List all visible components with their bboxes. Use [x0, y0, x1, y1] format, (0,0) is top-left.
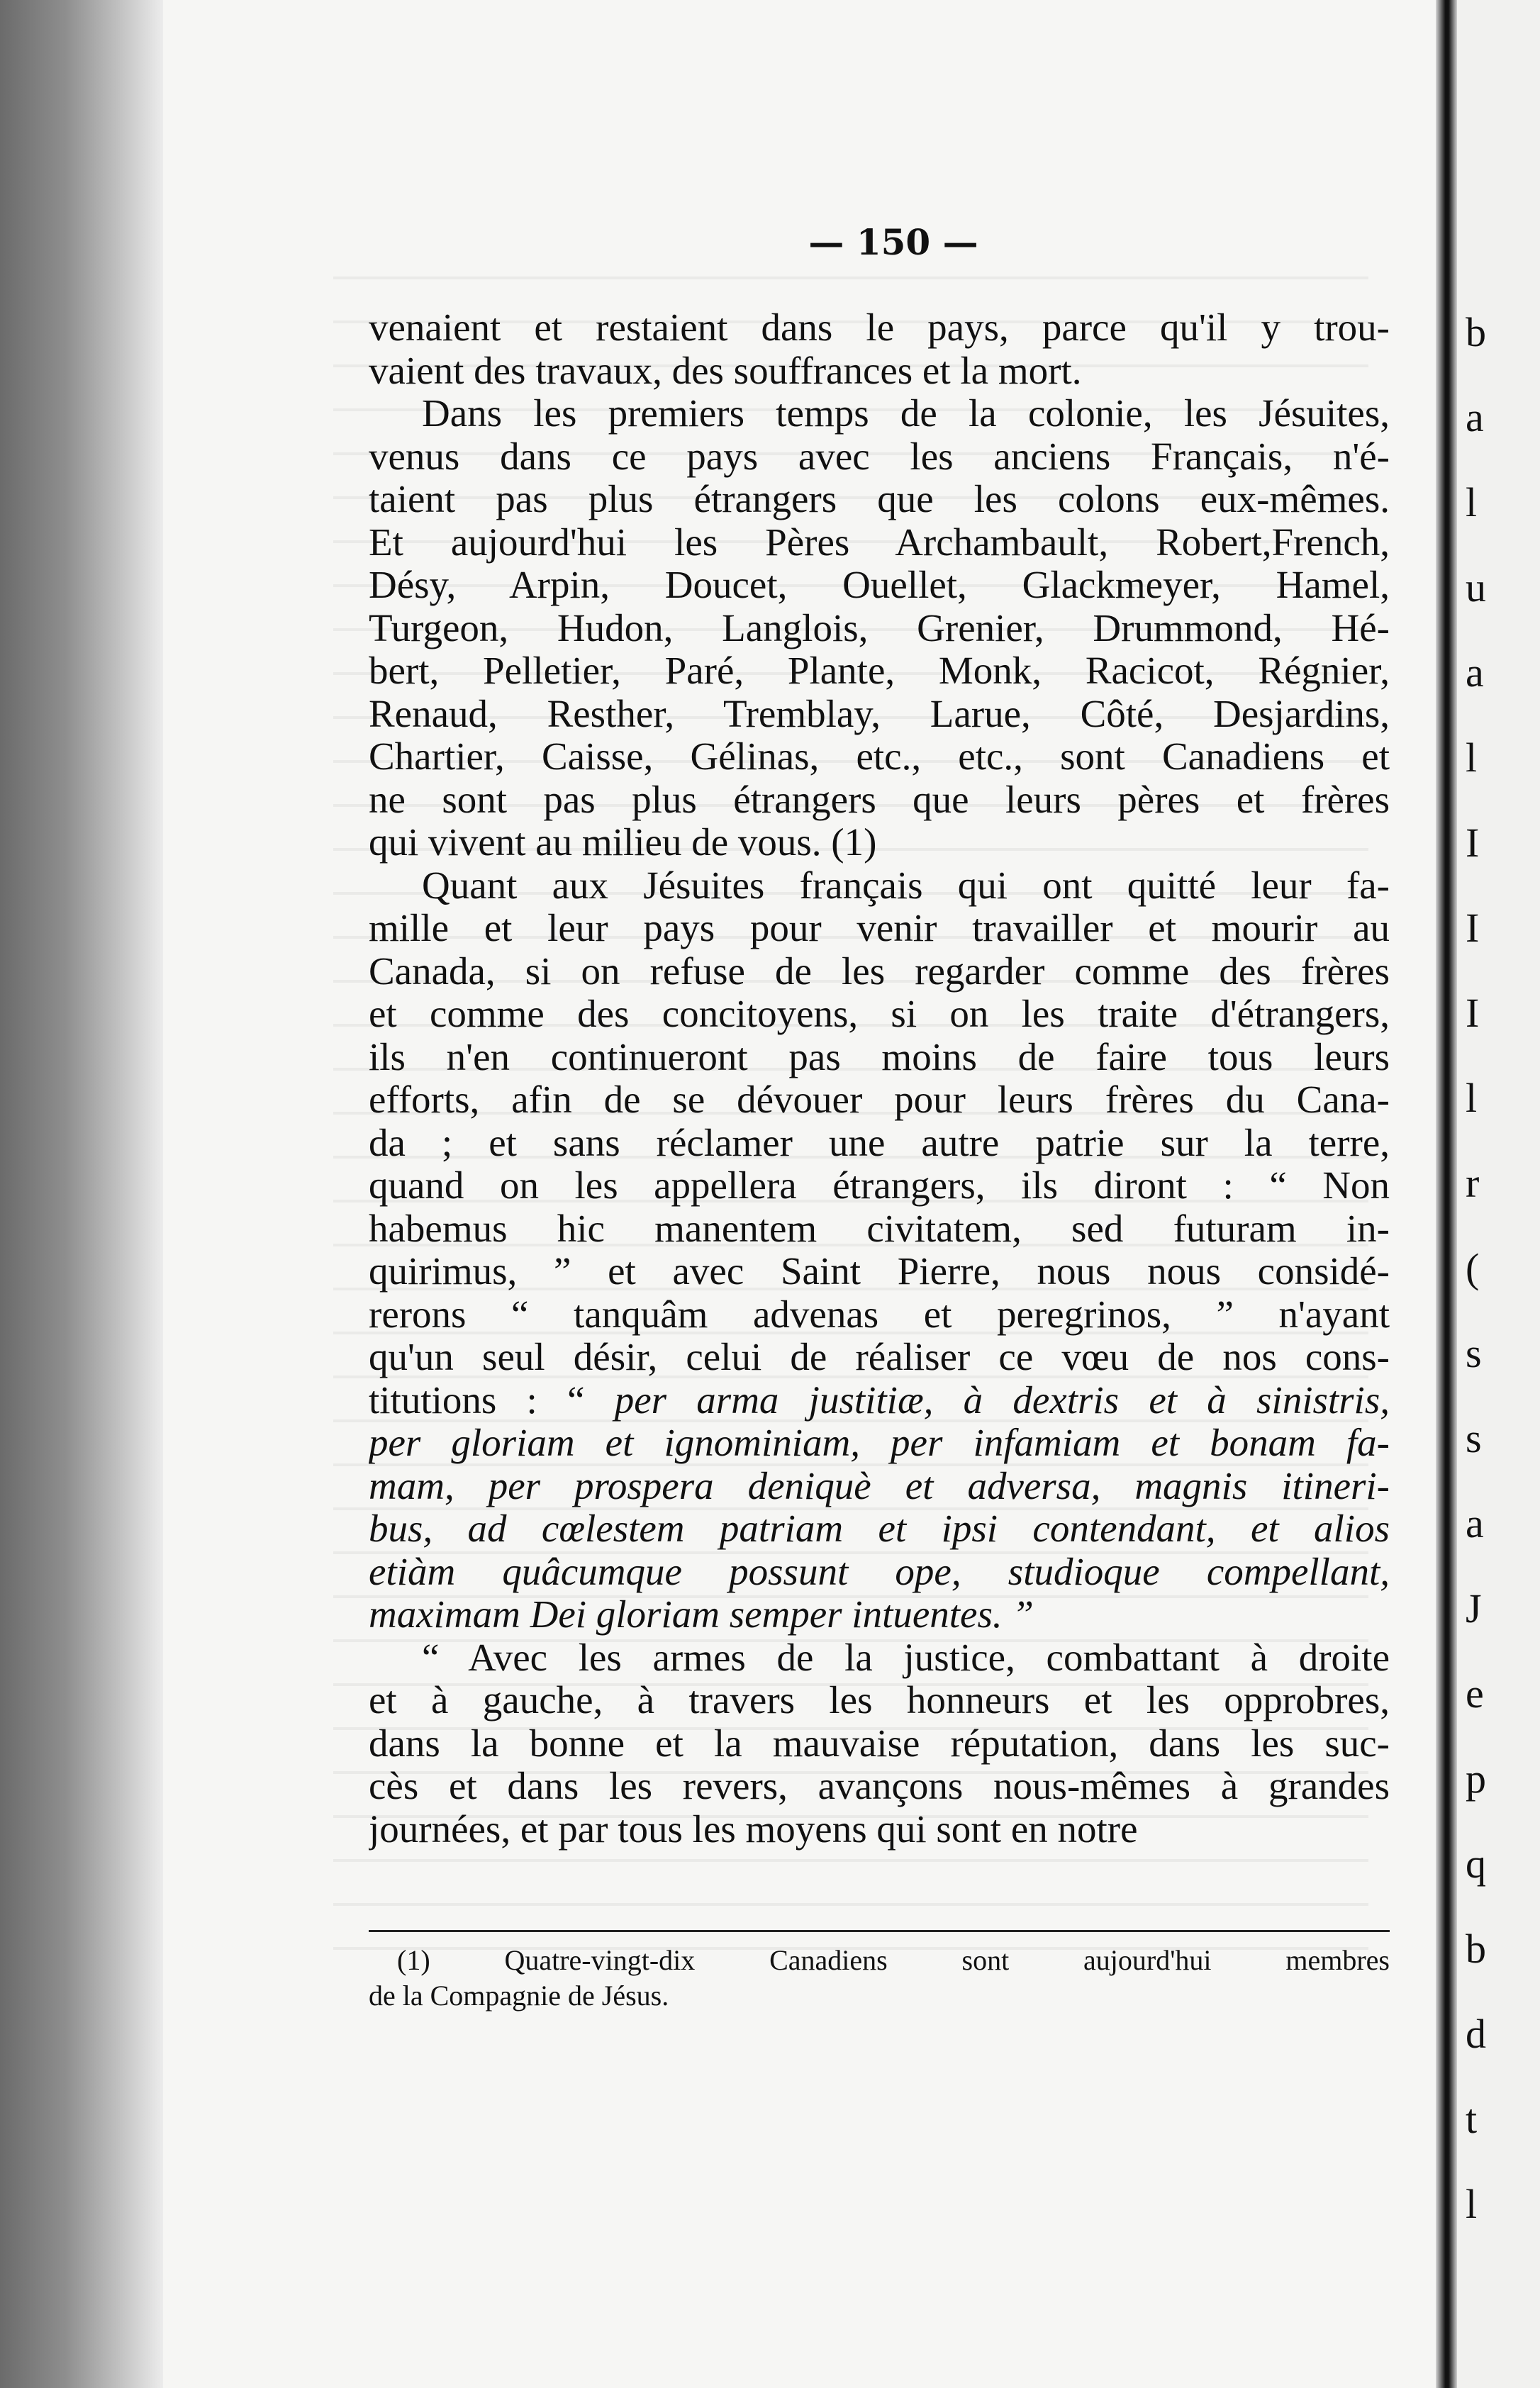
text-line: Canada, si on refuse de les regarder comme des frères: [369, 949, 1390, 993]
footnote-rule: [369, 1930, 1390, 1932]
edge-letter: l: [1466, 2181, 1478, 2227]
edge-letter: u: [1466, 564, 1486, 610]
text-line: maximam Dei gloriam semper intuentes. ”: [369, 1593, 1034, 1636]
text-line: per gloriam et ignominiam, per infamiam et bonam fa-: [369, 1422, 1390, 1464]
text-line: qui vivent au milieu de vous. (1): [369, 821, 877, 864]
text-line: habemus hic manentem civitatem, sed futuram in-: [369, 1207, 1390, 1250]
text-line: Renaud, Resther, Tremblay, Larue, Côté, Desjardins,: [369, 692, 1390, 735]
text-line: vaient des travaux, des souffrances et la mort.: [369, 349, 1082, 392]
edge-letter: l: [1466, 1075, 1478, 1121]
text-line: ils n'en continueront pas moins de faire tous leurs: [369, 1035, 1390, 1078]
text-line: cès et dans les revers, avançons nous-mêmes à grandes: [369, 1765, 1390, 1807]
edge-letter: s: [1466, 1415, 1482, 1461]
text-line: ne sont pas plus étrangers que leurs pères et frères: [369, 778, 1390, 821]
text-segment: titutions : “: [369, 1378, 615, 1422]
page-number: — 150 —: [808, 221, 978, 263]
text-line: Et aujourd'hui les Pères Archambault, Robert,French,: [369, 520, 1390, 564]
adjacent-page-edge: [1457, 0, 1540, 2388]
edge-letter: b: [1466, 309, 1486, 355]
edge-letter: a: [1466, 649, 1484, 696]
text-line: quand on les appellera étrangers, ils diront : “ Non: [369, 1164, 1390, 1207]
edge-letter: t: [1466, 2096, 1478, 2142]
text-line: efforts, afin de se dévouer pour leurs frères du Cana-: [369, 1078, 1390, 1121]
edge-letter: a: [1466, 1500, 1484, 1546]
edge-letter: r: [1466, 1160, 1480, 1206]
text-line: journées, et par tous les moyens qui sont en notre: [369, 1807, 1138, 1851]
text-line: Quant aux Jésuites français qui ont quitté leur fa-: [422, 864, 1390, 907]
footnote-line: (1) Quatre-vingt-dix Canadiens sont aujourd'hui membres: [397, 1944, 1390, 1976]
footnote-line: de la Compagnie de Jésus.: [369, 1980, 669, 2012]
text-line: Désy, Arpin, Doucet, Ouellet, Glackmeyer, Hamel,: [369, 564, 1390, 606]
text-line: qu'un seul désir, celui de réaliser ce vœu de nos cons-: [369, 1336, 1390, 1378]
text-line: “ Avec les armes de la justice, combattant à droite: [422, 1636, 1390, 1679]
main-text: [369, 306, 1390, 1851]
text-line: Chartier, Caisse, Gélinas, etc., etc., sont Canadiens et: [369, 735, 1390, 778]
edge-letter: l: [1466, 479, 1478, 525]
edge-letter: b: [1466, 1926, 1486, 1972]
text-line: et à gauche, à travers les honneurs et les opprobres,: [369, 1679, 1390, 1722]
footnote: [369, 1943, 1390, 2014]
text-line: Dans les premiers temps de la colonie, les Jésuites,: [422, 392, 1390, 435]
edge-letter: e: [1466, 1670, 1484, 1717]
edge-letter: J: [1466, 1585, 1482, 1631]
text-line: rerons “ tanquâm advenas et peregrinos, ” n'ayant: [369, 1293, 1390, 1336]
text-line: Turgeon, Hudon, Langlois, Grenier, Drummond, Hé-: [369, 606, 1390, 649]
edge-letter: d: [1466, 2011, 1486, 2057]
page-gutter: [1436, 0, 1457, 2388]
text-line: mam, per prospera deniquè et adversa, magnis itineri-: [369, 1464, 1390, 1507]
edge-letter: a: [1466, 394, 1484, 440]
edge-letter: s: [1466, 1330, 1482, 1376]
book-spine-shadow: [0, 0, 163, 2388]
edge-letter: p: [1466, 1756, 1486, 1802]
edge-letter: I: [1466, 905, 1480, 951]
text-line: [369, 1379, 1390, 1422]
text-line: dans la bonne et la mauvaise réputation, dans les suc-: [369, 1722, 1390, 1765]
text-line: mille et leur pays pour venir travailler et mourir au: [369, 907, 1390, 949]
text-line: bert, Pelletier, Paré, Plante, Monk, Racicot, Régnier,: [369, 649, 1390, 692]
italic-segment: per arma justitiæ, à dextris et à sinistris,: [614, 1378, 1390, 1422]
text-line: et comme des concitoyens, si on les traite d'étrangers,: [369, 993, 1390, 1035]
edge-letter: I: [1466, 990, 1480, 1036]
text-line: bus, ad cœlestem patriam et ipsi contendant, et alios: [369, 1507, 1390, 1550]
edge-letter: q: [1466, 1841, 1486, 1887]
text-line: da ; et sans réclamer une autre patrie sur la terre,: [369, 1121, 1390, 1164]
edge-letter: (: [1466, 1245, 1480, 1291]
text-line: venaient et restaient dans le pays, parce qu'il y trou-: [369, 306, 1390, 349]
edge-letter: I: [1466, 820, 1480, 866]
text-line: etiàm quâcumque possunt ope, studioque compellant,: [369, 1550, 1390, 1593]
text-line: venus dans ce pays avec les anciens Français, n'é-: [369, 435, 1390, 478]
text-line: quirimus, ” et avec Saint Pierre, nous nous considé-: [369, 1250, 1390, 1293]
text-line: taient pas plus étrangers que les colons eux-mêmes.: [369, 478, 1390, 520]
edge-letter: l: [1466, 735, 1478, 781]
